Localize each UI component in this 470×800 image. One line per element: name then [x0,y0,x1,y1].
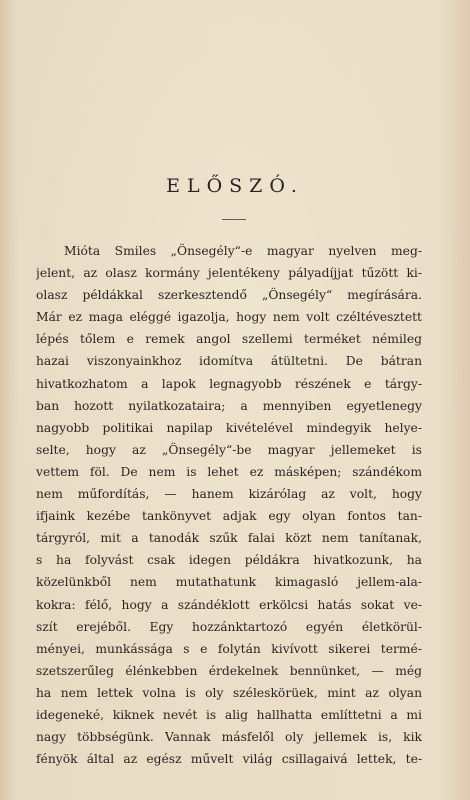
text-line: fényök által az egész művelt világ csillagaivá lettek, te- [36,752,422,767]
text-line: szít erejéből. Egy hozzánktartozó egyén életkörül- [36,619,422,634]
text-line: ményei, munkássága s e folytán kivívott sikerei termé- [36,641,422,656]
text-line: selte, hogy az „Önsegély“-be magyar jellemeket is [36,442,422,457]
text-line: közelünkből nem mutathatunk kimagasló jellem-ala- [36,575,422,590]
page-title: ELŐSZÓ. [166,175,304,197]
text-line: ha nem lettek volna is oly széleskörüek, mint az olyan [36,685,422,700]
text-line: hivatkozhatom a lapok legnagyobb részének e tárgy- [36,376,422,391]
text-line: tárgyról, mit a tanodák szűk falai közt nem tanítanak, [36,531,422,546]
text-line: nagy többségünk. Vannak másfelől oly jellemek is, kik [36,730,422,745]
text-line: nem műfordítás, — hanem kizárólag az volt, hogy [36,487,422,502]
text-line: hazai viszonyainkhoz idomítva átültetni. De bátran [36,354,422,369]
text-line: Már ez maga eléggé igazolja, hogy nem volt czéltévesztett [36,310,422,325]
title-divider [222,219,246,220]
text-line: vettem föl. De nem is lehet ez másképen; szándékom [36,464,422,479]
text-line: ifjaink kezébe tankönyvet adjak egy olyan fontos tan- [36,509,422,524]
preface-body [36,240,422,770]
text-line: idegeneké, kiknek nevét is alig hallhatta említtetni a mi [36,707,422,722]
text-line: nagyobb politikai napilap kivételével mindegyik helye- [36,420,422,435]
text-line: kokra: félő, hogy a szándéklott erkölcsi hatás sokat ve- [36,597,422,612]
text-line: jelent, az olasz kormány jelentékeny pályadíjjat tűzött ki- [36,266,422,281]
text-line: szetszerűleg élénkebben érdekelnek bennünket, — még [36,663,422,678]
text-line: s ha folyvást csak idegen példákra hivatkozunk, ha [36,553,422,568]
text-line: olasz példákkal szerkesztendő „Önsegély“ megírására. [36,288,422,303]
text-line: ban hozott nyilatkozataira; a mennyiben egyetlenegy [36,398,422,413]
text-line: Mióta Smiles „Önsegély“-e magyar nyelven meg- [64,244,422,258]
text-line: lépés tőlem e remek angol szellemi terméket némileg [36,332,422,347]
